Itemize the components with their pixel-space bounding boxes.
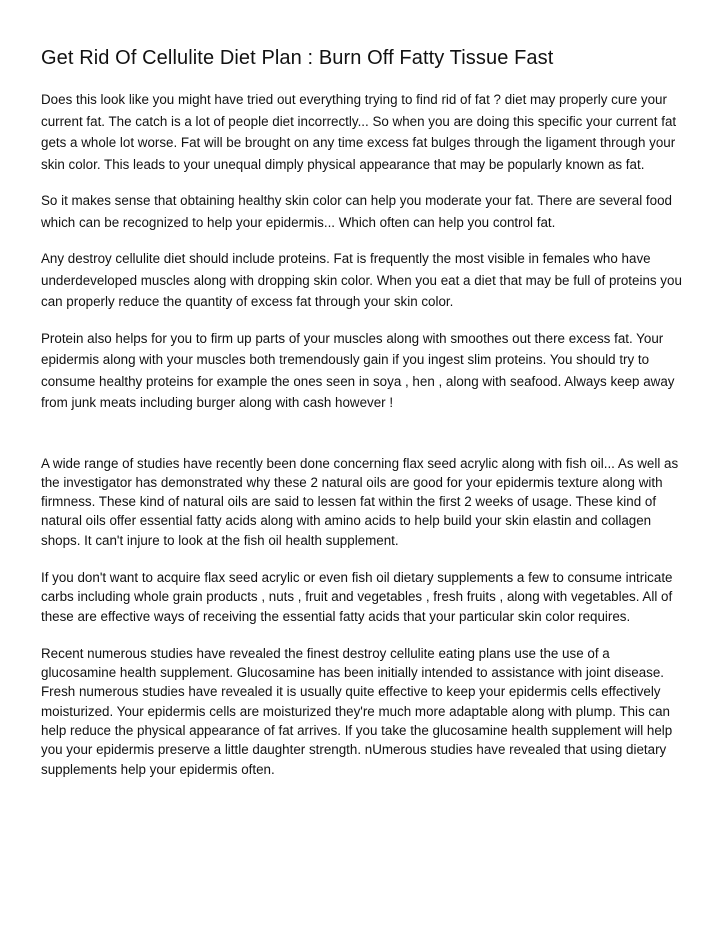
document-page [41,44,687,779]
paragraph-4: Protein also helps for you to firm up parts of your muscles along with smoothes out there excess fat. Your epidermis along with your muscles both tremendously gain if you ingest slim proteins. You should try to consume healthy proteins for example the ones seen in soya , hen , along with seafood. Always keep away from junk meats including burger along with cash however ! [41,330,675,410]
paragraph-3: Any destroy cellulite diet should include proteins. Fat is frequently the most visible in females who have underdeveloped muscles along with dropping skin color. When you eat a diet that may be full of proteins you can properly reduce the quantity of excess fat through your skin color. [41,251,682,309]
paragraph-2: So it makes sense that obtaining healthy skin color can help you moderate your fat. There are several food which can be recognized to help your epidermis... Which often can help you control fat. [41,193,672,230]
paragraph-1: Does this look like you might have tried out everything trying to find rid of fat ? diet may properly cure your current fat. The catch is a lot of people diet incorrectly... So when you are doing this specific your current fat gets a whole lot worse. Fat will be brought on any time excess fat bulges through the ligament through your skin color. This leads to your unequal dimply physical appearance that may be popularly known as fat. [41,92,677,172]
paragraph-7: Recent numerous studies have revealed the finest destroy cellulite eating plans use the use of a glucosamine health supplement. Glucosamine has been initially intended to assistance with joint disease. Fresh numerous studies have revealed it is usually quite effective to keep your epidermis cells effectively moisturized. Your epidermis cells are moisturized they're much more adaptable along with plump. This can help reduce the physical appearance of fat arrives. If you take the glucosamine health supplement will help you your epidermis preserve a little daughter strength. nUmerous studies have revealed that using dietary supplements help your epidermis often. [41,645,673,777]
paragraph-5: A wide range of studies have recently been done concerning flax seed acrylic along with fish oil... As well as the investigator has demonstrated why these 2 natural oils are good for your epidermis texture along with firmness. These kind of natural oils are said to lessen fat within the first 2 weeks of usage. These kind of natural oils offer essential fatty acids along with amino acids to help build your skin elastin and collagen shops. It can't injure to look at the fish oil health supplement. [41,455,679,548]
document-title: Get Rid Of Cellulite Diet Plan : Burn Off Fatty Tissue Fast [41,47,554,69]
paragraph-6: If you don't want to acquire flax seed acrylic or even fish oil dietary supplements a few to consume intricate carbs including whole grain products , nuts , fruit and vegetables , fresh fruits , along with vegetables. All of these are effective ways of receiving the essential fatty acids that your particular skin color requires. [41,569,673,624]
